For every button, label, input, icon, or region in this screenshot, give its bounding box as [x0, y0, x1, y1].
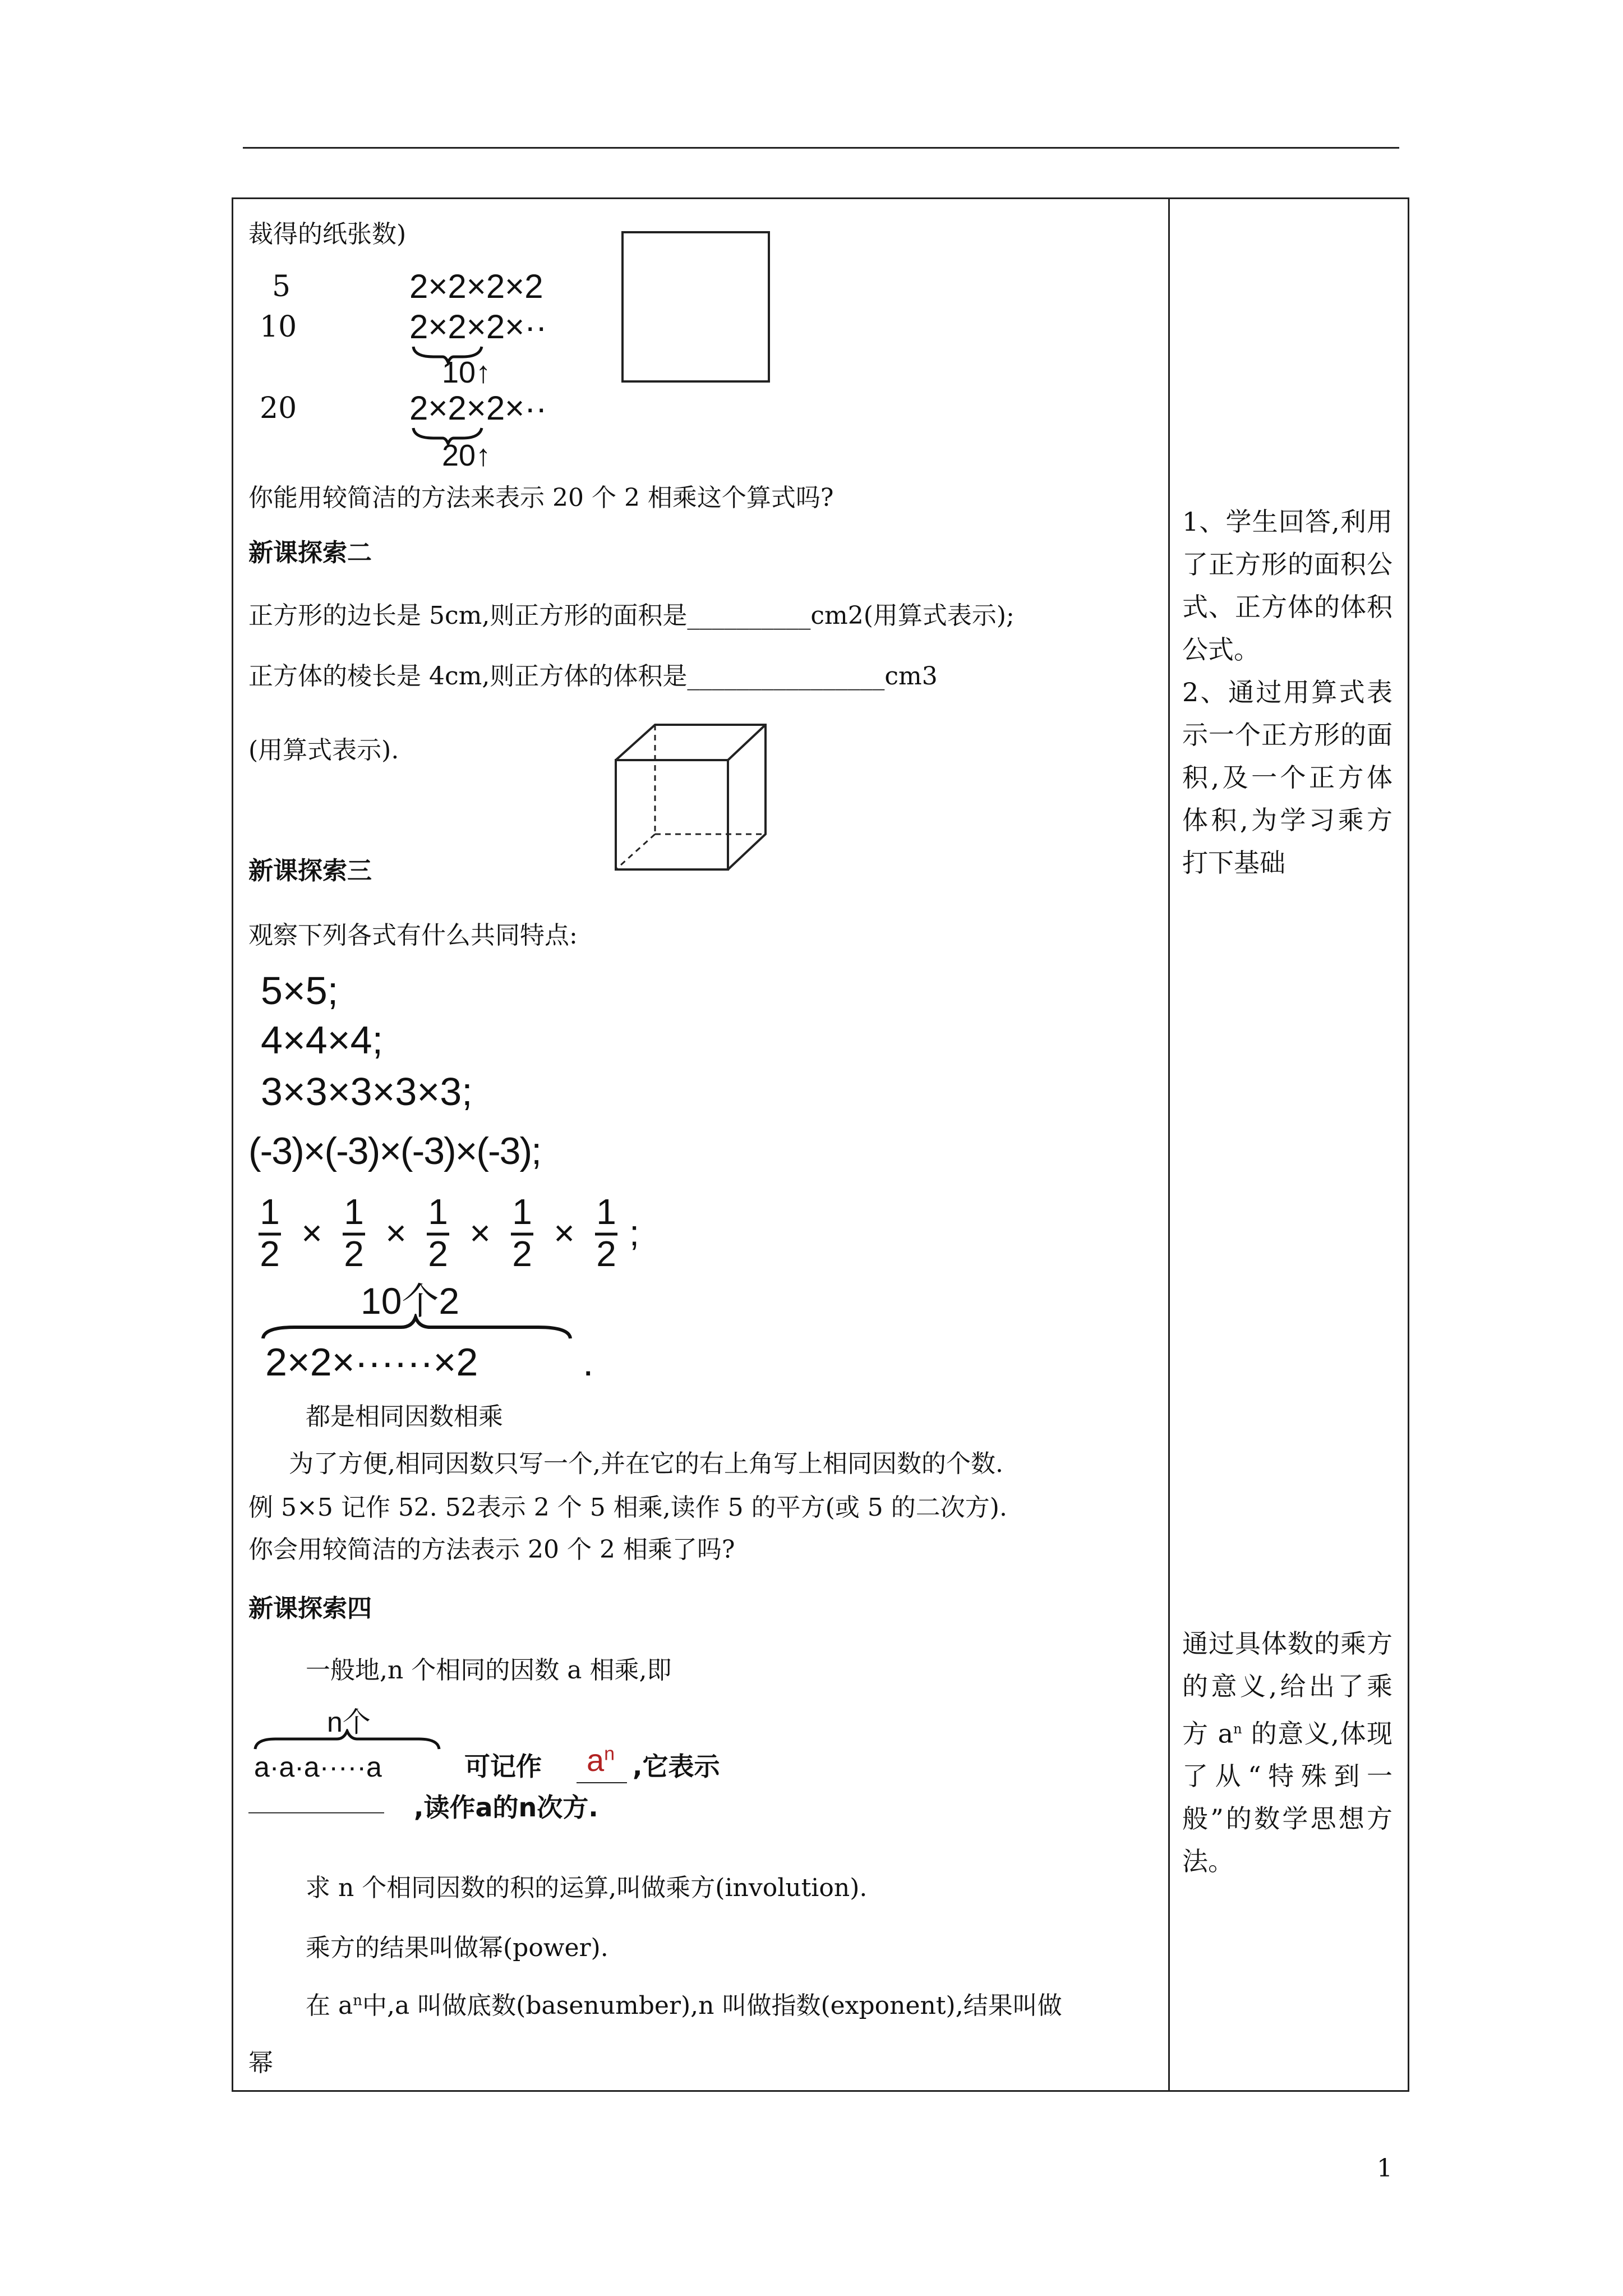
cut-count-20: 20: [260, 392, 297, 425]
definition-power: 乘方的结果叫做幂(power).: [306, 1934, 608, 1962]
section-heading-4: 新课探索四: [248, 1594, 372, 1623]
notation-para-3: 你会用较简洁的方法表示 20 个 2 相乘了吗?: [248, 1535, 735, 1564]
formula-n-label: n个: [327, 1706, 371, 1738]
section-heading-3: 新课探索三: [248, 857, 372, 885]
fraction-den: 2: [260, 1234, 280, 1274]
def3-pre: 在 a: [306, 1991, 353, 2020]
formula-note-b: ,它表示: [633, 1751, 720, 1782]
formula-product: a·a·a·····a: [254, 1751, 382, 1783]
cut-expr-5: 2×2×2×2: [409, 268, 543, 305]
ten-twos-period: .: [583, 1340, 594, 1384]
fraction-times: ×: [469, 1213, 491, 1253]
general-statement: 一般地,n 个相同的因数 a 相乘,即: [306, 1656, 672, 1685]
fraction-expr: [253, 1190, 645, 1274]
fraction-den: 2: [596, 1234, 616, 1274]
page-number: 1: [1377, 2154, 1393, 2183]
intro-text: 裁得的纸张数): [248, 220, 407, 249]
observe-text: 观察下列各式有什么共同特点:: [248, 921, 578, 950]
expr-4: (-3)×(-3)×(-3)×(-3);: [248, 1130, 541, 1172]
same-factor-text: 都是相同因数相乘: [306, 1402, 503, 1431]
formula-power-base: a: [587, 1742, 605, 1778]
side-note-3-sup: n: [1233, 1721, 1242, 1737]
cut-expr-10: 2×2×2×··: [409, 308, 547, 346]
side-column: [1182, 197, 1401, 2088]
def3-sup: n: [353, 1992, 362, 2009]
formula-power-exp: n: [604, 1743, 615, 1765]
formula-underline: [577, 1782, 627, 1783]
definition-involution: 求 n 个相同因数的积的运算,叫做乘方(involution).: [306, 1874, 868, 1902]
column-divider: [1168, 197, 1170, 2092]
fraction-times: ×: [301, 1213, 322, 1253]
fraction-num: 1: [260, 1191, 280, 1232]
fraction-den: 2: [344, 1234, 364, 1274]
fraction-den: 2: [512, 1234, 532, 1274]
square-area-line: 正方形的边长是 5cm,则正方形的面积是__________cm2(用算式表示);: [248, 601, 1015, 630]
definition-base-exponent: [306, 1991, 1062, 2021]
expr-3: 3×3×3×3×3;: [261, 1070, 473, 1114]
cut-count-5: 5: [272, 270, 291, 303]
formula-note-c: ,读作a的n次方.: [414, 1792, 598, 1823]
main-column: [248, 197, 1157, 2088]
notation-para-1: 为了方便,相同因数只写一个,并在它的右上角写上相同因数的个数.: [289, 1450, 1003, 1478]
brace-label-20: 20↑: [442, 439, 491, 472]
fraction-num: 1: [512, 1191, 532, 1232]
fraction-end: ;: [629, 1213, 639, 1253]
side-note-3-post: 的意义,体现了从“特殊到一般”的数学思想方法。: [1182, 1718, 1393, 1877]
cube-figure: [613, 722, 770, 873]
cube-volume-note: (用算式表示).: [248, 736, 399, 765]
side-note-3-pre: 通过具体数的乘方的意义,给出了乘方 a: [1182, 1628, 1393, 1749]
formula-blank: ___________: [248, 1785, 384, 1814]
formula-brace: [253, 1729, 444, 1751]
formula-note-a: 可记作: [464, 1751, 542, 1782]
def3-post: 中,a 叫做底数(basenumber),n 叫做指数(exponent),结果叫做: [362, 1991, 1062, 2020]
fraction-times: ×: [554, 1213, 575, 1253]
expr-2: 4×4×4;: [261, 1018, 383, 1062]
definition-end: 幂: [248, 2049, 273, 2077]
ten-twos-label: 10个2: [361, 1280, 460, 1322]
cut-count-10: 10: [260, 310, 297, 344]
side-note-2: 2、通过用算式表示一个正方形的面积,及一个正方体体积,为学习乘方打下基础: [1182, 677, 1393, 878]
section-heading-2: 新课探索二: [248, 539, 372, 567]
notation-para-2: 例 5×5 记作 52. 52表示 2 个 5 相乘,读作 5 的平方(或 5 的二次方).: [248, 1493, 1007, 1522]
header-rule: [243, 147, 1399, 149]
fraction-num: 1: [596, 1191, 616, 1232]
side-note-3: [1182, 1622, 1393, 1883]
fraction-den: 2: [428, 1234, 448, 1274]
ten-twos-brace: [261, 1314, 575, 1342]
fraction-times: ×: [385, 1213, 407, 1253]
fraction-num: 1: [428, 1191, 448, 1232]
formula-power: [587, 1741, 615, 1779]
square-figure: [621, 231, 770, 383]
side-note-1: 1、学生回答,利用了正方形的面积公式、正方体的体积公式。: [1182, 507, 1393, 665]
fraction-num: 1: [344, 1191, 364, 1232]
brace-label-10: 10↑: [442, 356, 491, 389]
question-1: 你能用较简洁的方法来表示 20 个 2 相乘这个算式吗?: [248, 484, 834, 512]
cut-expr-20: 2×2×2×··: [409, 389, 547, 427]
ten-twos-expr: 2×2×······×2: [265, 1340, 478, 1384]
expr-1: 5×5;: [261, 969, 339, 1013]
cube-volume-line: 正方体的棱长是 4cm,则正方体的体积是________________cm3: [248, 662, 938, 691]
